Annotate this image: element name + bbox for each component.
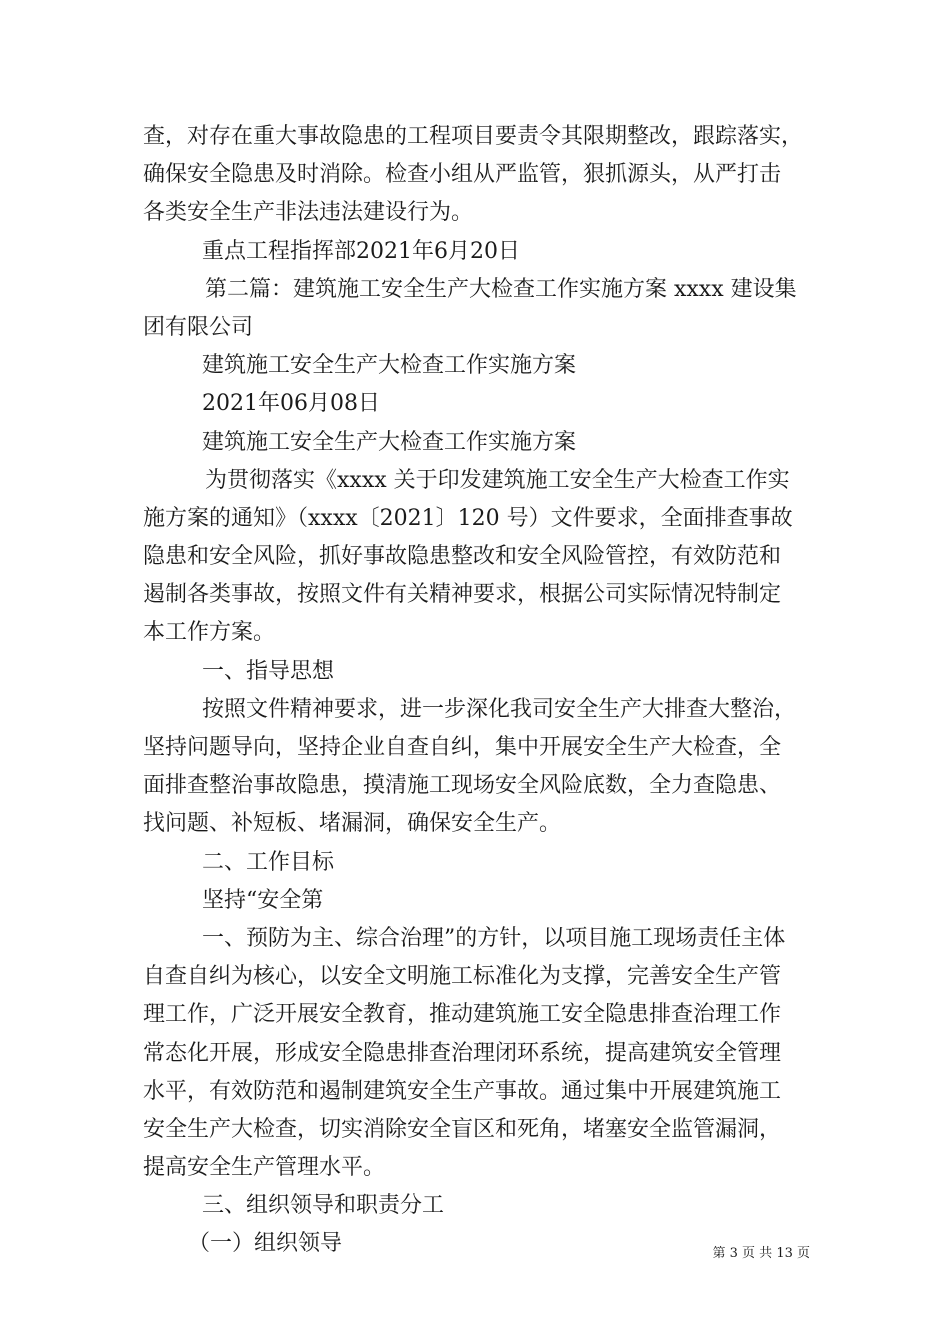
paragraph-line: 安全生产大检查，切实消除安全盲区和死角，堵塞安全监管漏洞， <box>143 1116 782 1142</box>
paragraph-line: 施方案的通知》（xxxx〔2021〕120 号）文件要求，全面排查事故 <box>143 505 793 531</box>
paragraph-line: 按照文件精神要求，进一步深化我司安全生产大排查大整治， <box>202 696 797 722</box>
paragraph-line: 面排查整治事故隐患，摸清施工现场安全风险底数，全力查隐患、 <box>143 773 782 799</box>
signature-line: 重点工程指挥部2021年6月20日 <box>202 238 520 264</box>
paragraph-line: 水平，有效防范和遏制建筑安全生产事故。通过集中开展建筑施工 <box>143 1078 782 1104</box>
paragraph-line: 遏制各类事故，按照文件有关精神要求，根据公司实际情况特制定 <box>143 582 782 608</box>
paragraph-line: 各类安全生产非法违法建设行为。 <box>143 200 474 226</box>
subsection-heading: （一）组织领导 <box>188 1231 343 1257</box>
paragraph-line: 坚持“安全第 <box>202 887 324 913</box>
paragraph-line: 常态化开展，形成安全隐患排查治理闭环系统，提高建筑安全管理 <box>143 1040 782 1066</box>
document-title: 建筑施工安全生产大检查工作实施方案 <box>202 429 577 455</box>
paragraph-line: 理工作，广泛开展安全教育，推动建筑施工安全隐患排查治理工作 <box>143 1002 782 1028</box>
page-number: 第 3 页 共 13 页 <box>712 1246 810 1261</box>
paragraph-line: 一、预防为主、综合治理”的方针，以项目施工现场责任主体 <box>202 925 786 951</box>
paragraph-line: 本工作方案。 <box>143 620 276 646</box>
paragraph-line: 隐患和安全风险，抓好事故隐患整改和安全风险管控，有效防范和 <box>143 544 782 570</box>
document-date: 2021年06月08日 <box>202 391 380 417</box>
paragraph-line: 提高安全生产管理水平。 <box>143 1155 386 1181</box>
document-body <box>143 118 843 1264</box>
paragraph-line: 查，对存在重大事故隐患的工程项目要责令其限期整改，跟踪落实， <box>143 124 804 149</box>
paragraph-line: 自查自纠为核心，以安全文明施工标准化为支撑，完善安全生产管 <box>143 964 782 990</box>
paragraph-line: 坚持问题导向，坚持企业自查自纠，集中开展安全生产大检查，全 <box>143 735 782 760</box>
chapter-heading-continued: 团有限公司 <box>143 314 254 340</box>
section-heading: 一、指导思想 <box>202 658 335 684</box>
paragraph-line: 确保安全隐患及时消除。检查小组从严监管，狠抓源头，从严打击 <box>143 162 782 188</box>
document-title: 建筑施工安全生产大检查工作实施方案 <box>202 353 577 379</box>
section-heading: 三、组织领导和职责分工 <box>202 1193 445 1219</box>
chapter-heading: 第二篇：建筑施工安全生产大检查工作实施方案 xxxx 建设集 <box>205 276 797 302</box>
section-heading: 二、工作目标 <box>202 849 335 875</box>
paragraph-line: 找问题、补短板、堵漏洞，确保安全生产。 <box>143 811 562 837</box>
paragraph-line: 为贯彻落实《xxxx 关于印发建筑施工安全生产大检查工作实 <box>205 467 790 493</box>
